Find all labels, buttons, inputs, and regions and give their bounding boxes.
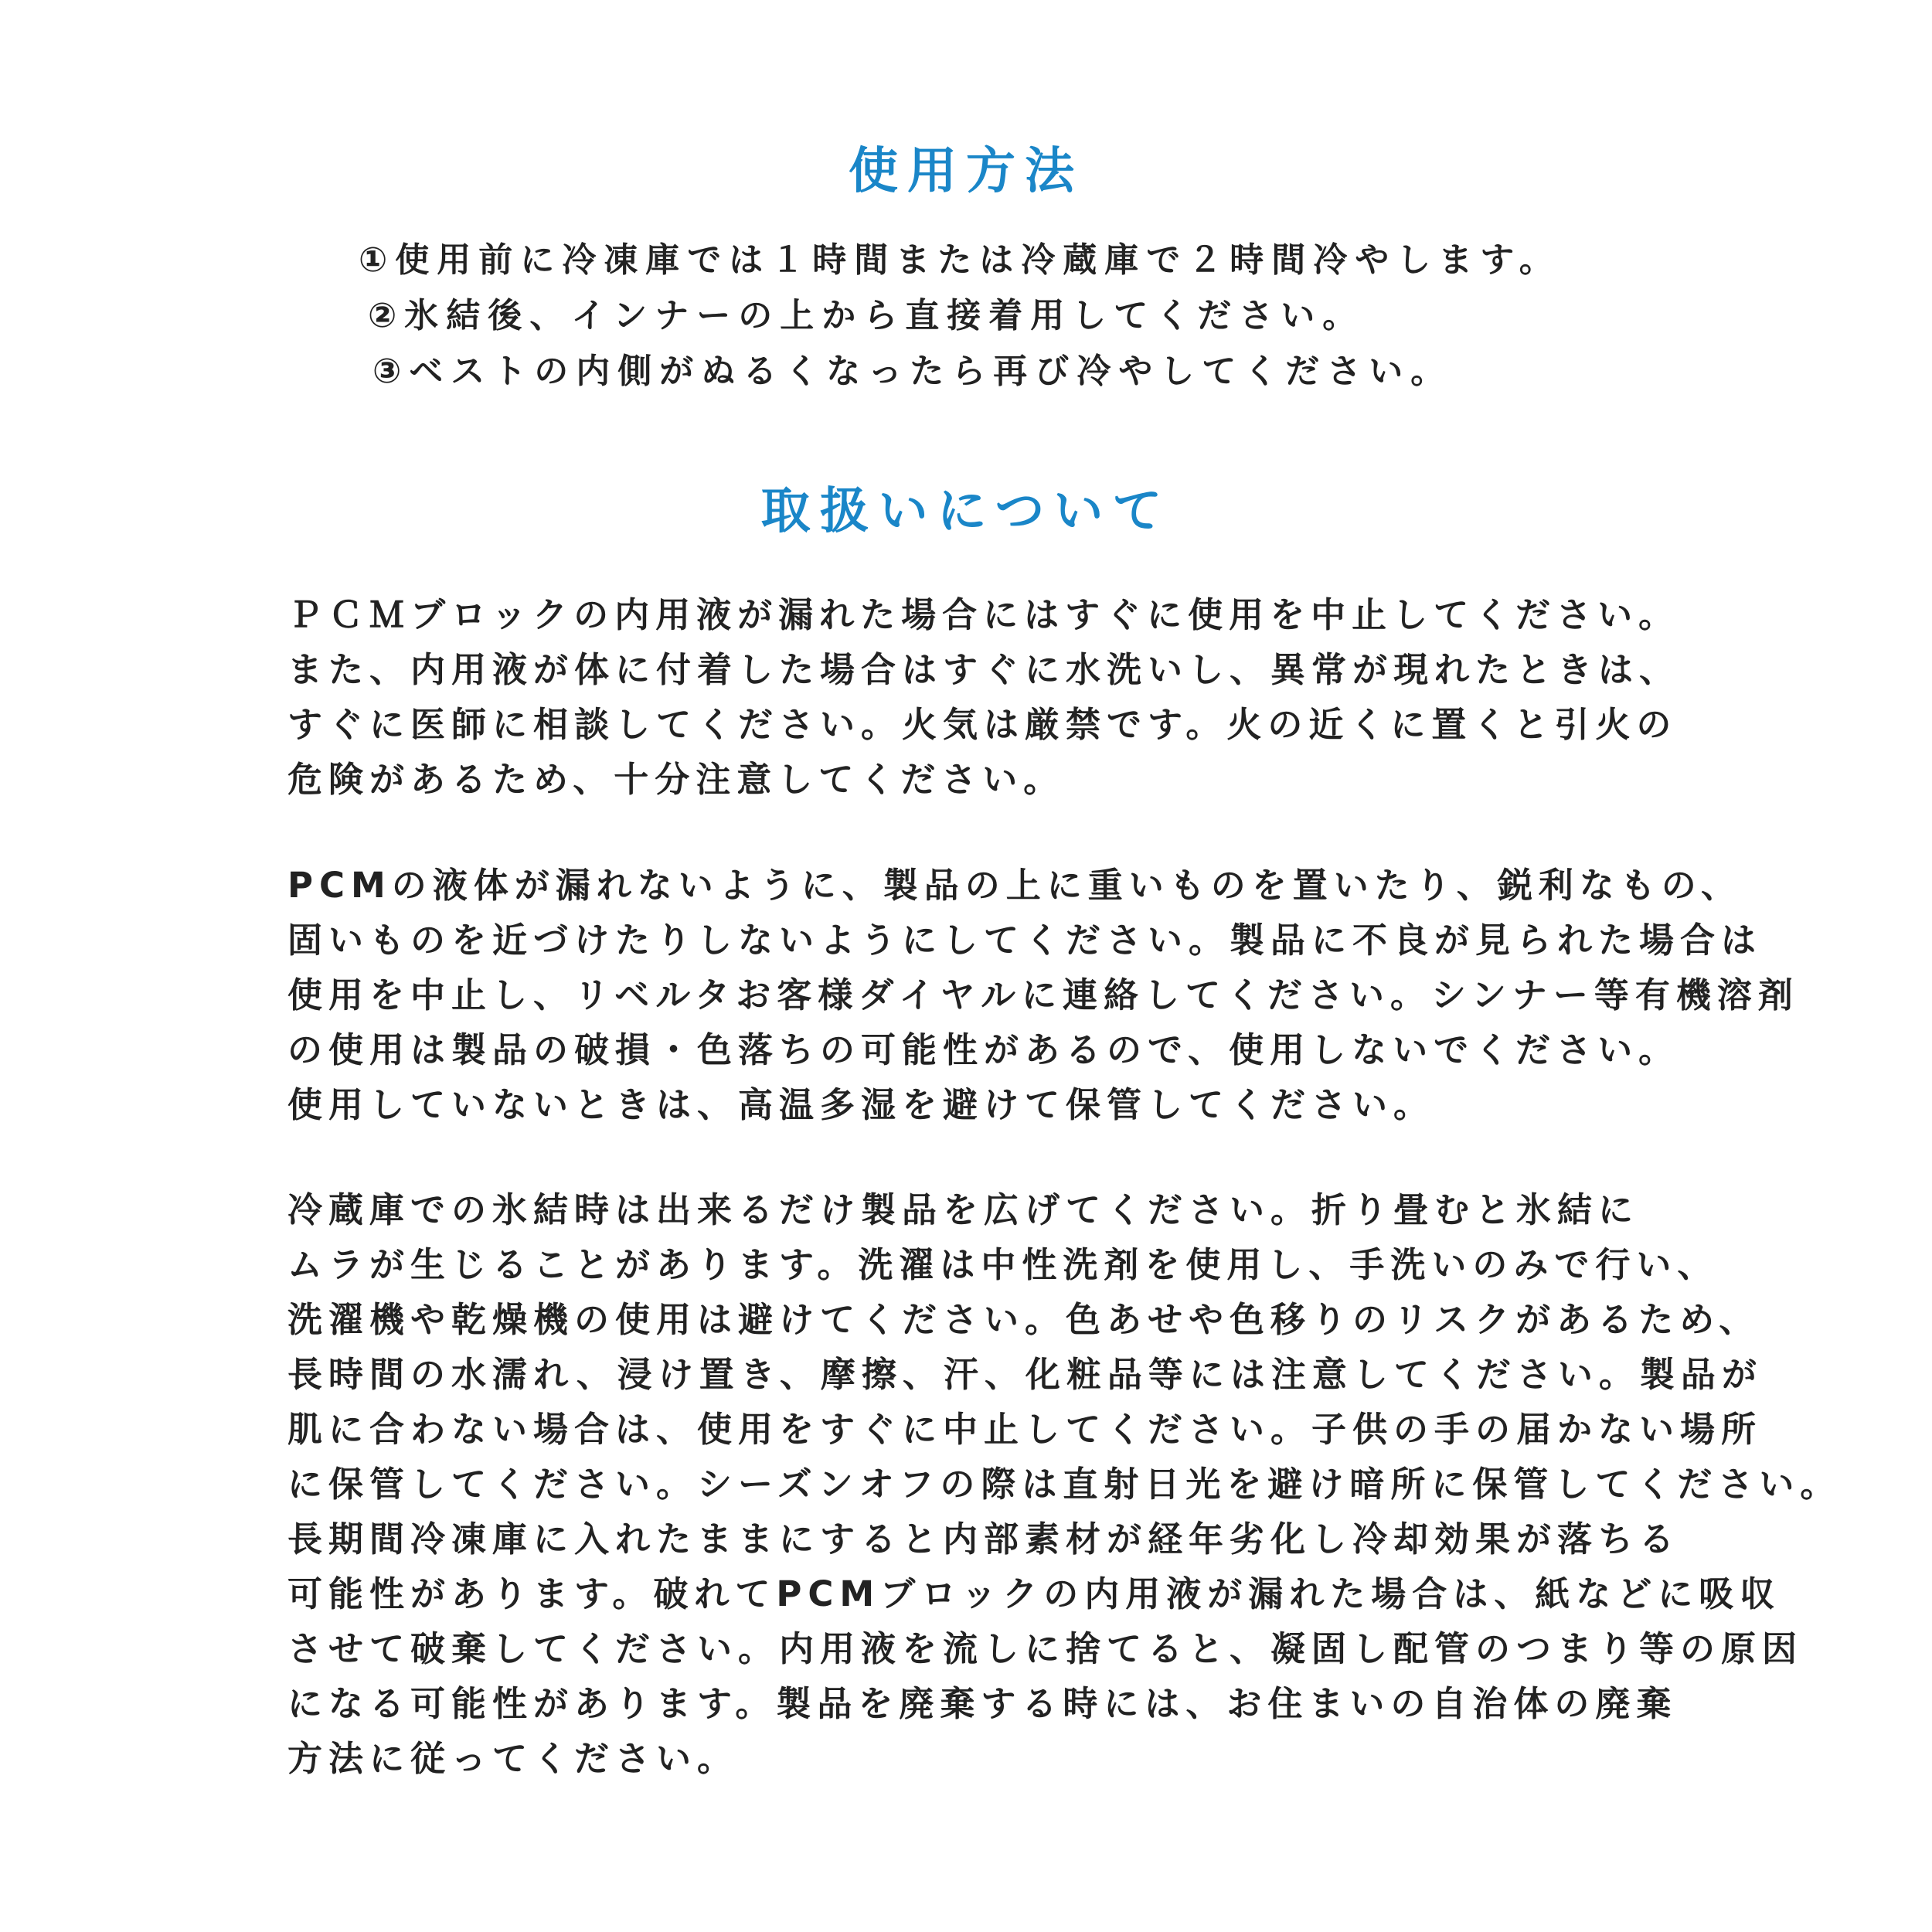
- usage-step-1: ①使用前に冷凍庫では１時間または冷蔵庫で２時間冷やします。: [359, 240, 1561, 280]
- handling-paragraph-storage-washing: [287, 1182, 1842, 1786]
- paragraph-line: すぐに医師に相談してください。火気は厳禁です。火の近くに置くと引火の: [287, 704, 1678, 745]
- paragraph-line: になる可能性があります。製品を廃棄する時には、お住まいの自治体の廃棄: [287, 1683, 1678, 1724]
- paragraph-line: の使用は製品の破損・色落ちの可能性があるので、使用しないでください。: [287, 1029, 1680, 1070]
- paragraph-line: 固いものを近づけたりしないようにしてください。製品に不良が見られた場合は: [287, 920, 1763, 961]
- paragraph-line: 肌に合わない場合は、使用をすぐに中止してください。子供の手の届かない場所: [287, 1409, 1763, 1450]
- handling-paragraph-leak-warning: [287, 587, 1681, 807]
- handling-paragraph-product-care: [287, 858, 1799, 1132]
- paragraph-line: 長期間冷凍庫に入れたままにすると内部素材が経年劣化し冷却効果が落ちる: [287, 1519, 1681, 1560]
- paragraph-line: 使用を中止し、リベルタお客様ダイヤルに連絡してください。シンナー等有機溶剤: [287, 975, 1799, 1015]
- usage-section-title: 使用方法: [849, 143, 1083, 200]
- handling-section-title: 取扱いについて: [760, 483, 1172, 540]
- paragraph-line: ムラが生じることがあります。洗濯は中性洗剤を使用し、手洗いのみで行い、: [287, 1244, 1719, 1285]
- usage-step-2: ②氷結後、インナーの上から直接着用してください。: [368, 296, 1365, 335]
- paragraph-line: 使用していないときは、高温多湿を避けて保管してください。: [287, 1084, 1435, 1125]
- paragraph-line: 危険があるため、十分注意してください。: [287, 759, 1065, 800]
- paragraph-line: ＰＣＭブロックの内用液が漏れた場合にはすぐに使用を中止してください。: [287, 594, 1680, 635]
- paragraph-line: 冷蔵庫での氷結時は出来るだけ製品を広げてください。折り畳むと氷結に: [287, 1189, 1640, 1230]
- paragraph-line: PCMの液体が漏れないように、製品の上に重いものを置いたり、鋭利なもの、: [287, 865, 1742, 906]
- paragraph-line: 洗濯機や乾燥機の使用は避けてください。色あせや色移りのリスクがあるため、: [287, 1299, 1760, 1340]
- paragraph-line: 方法に従ってください。: [287, 1738, 739, 1779]
- paragraph-line: させて破棄してください。内用液を流しに捨てると、凝固し配管のつまり等の原因: [287, 1628, 1804, 1669]
- paragraph-line: に保管してください。シーズンオフの際は直射日光を避け暗所に保管してください。: [287, 1464, 1842, 1505]
- usage-step-3: ③ベストの内側がぬるくなったら再び冷やしてください。: [372, 352, 1453, 391]
- paragraph-line: 可能性があります。破れてPCMブロックの内用液が漏れた場合は、紙などに吸収: [287, 1573, 1781, 1614]
- paragraph-line: また、内用液が体に付着した場合はすぐに水洗いし、異常が現れたときは、: [287, 649, 1681, 690]
- paragraph-line: 長時間の水濡れ、浸け置き、摩擦、汗、化粧品等には注意してください。製品が: [287, 1354, 1763, 1395]
